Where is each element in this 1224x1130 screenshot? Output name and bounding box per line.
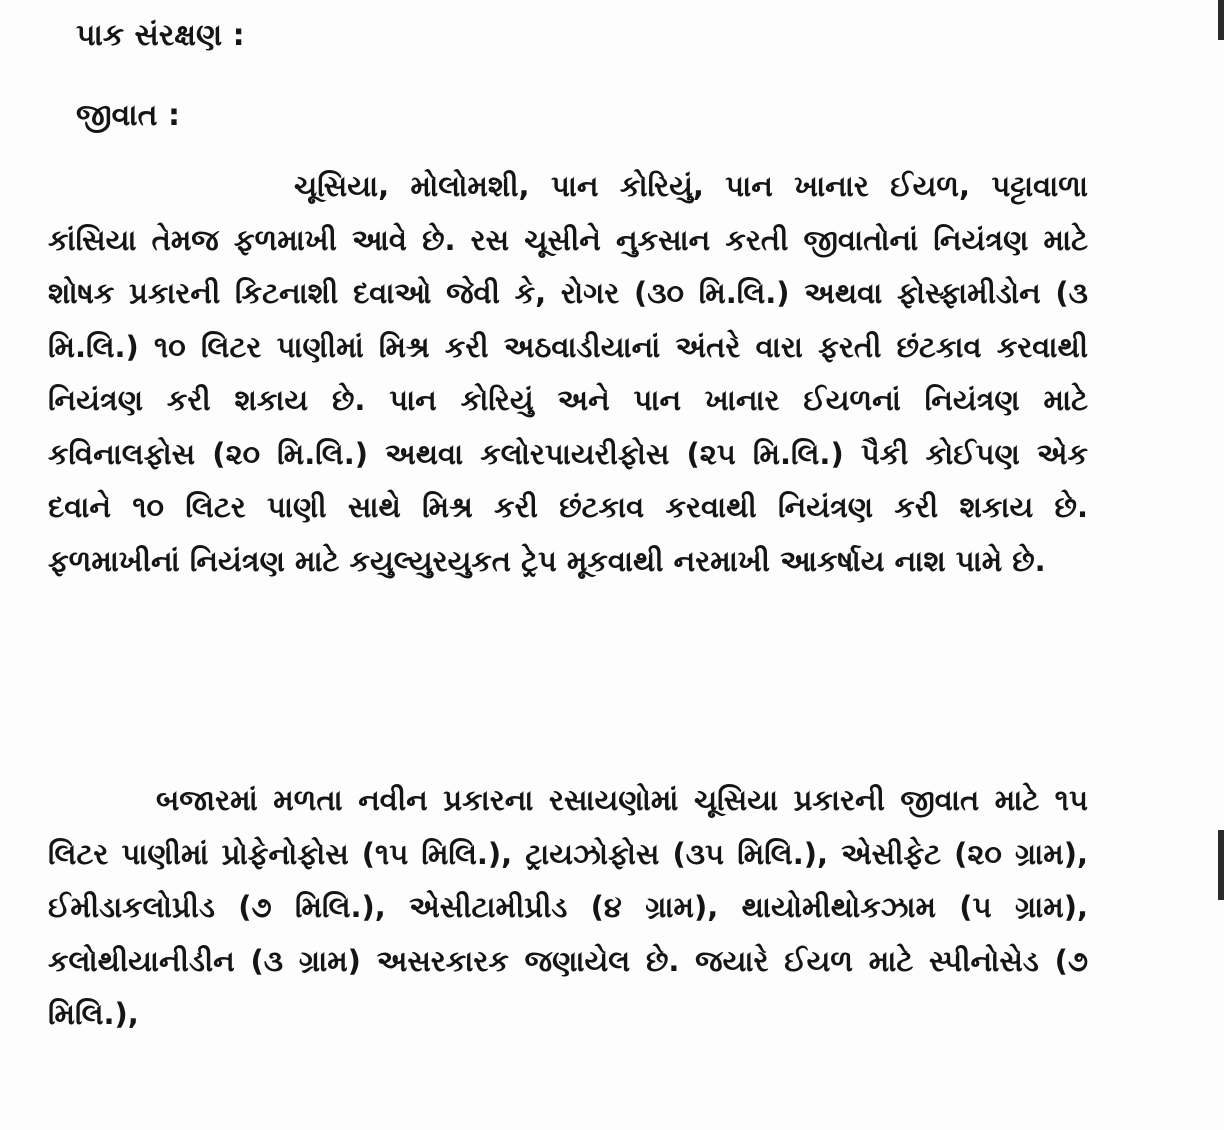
paragraph-new-chemicals: બજારમાં મળતા નવીન પ્રકારના રસાયણોમાં ચૂસિયા પ્રકારની જીવાત માટે ૧૫ લિટર પાણીમાં પ્રોફેનોફોસ (૧૫ મિલિ.), ટ્રાયઝોફોસ (૩૫ મિલિ.), એસીફેટ (૨૦ ગ્રામ), ઈમીડાકલોપ્રીડ (૭ મિલિ.), એસીટામીપ્રીડ (૪ ગ્રામ), થાયોમીથોકઝામ (૫ ગ્રામ), કલોથીયાનીડીન (૩ ગ્રામ) અસરકારક જણાયેલ છે. જયારે ઈયળ માટે સ્પીનોસેડ (૭ મિલિ.), bbox=[48, 783, 1088, 1031]
heading-pests: જીવાત : bbox=[76, 98, 180, 133]
page-edge-shadow bbox=[1218, 0, 1224, 40]
paragraph-pest-control: ચૂસિયા, મોલોમશી, પાન કોરિયું, પાન ખાનાર ઈયળ, પટ્ટાવાળા કાંસિયા તેમજ ફળમાખી આવે છે. રસ ચૂસીને નુકસાન કરતી જીવાતોનાં નિયંત્રણ માટે શોષક પ્રકારની કિટનાશી દવાઓ જેવી કે, રોગર (૩૦ મિ.લિ.) અથવા ફોસ્ફામીડોન (૩ મિ.લિ.) ૧૦ લિટર પાણીમાં મિશ્ર કરી અઠવાડીયાનાં અંતરે વારા ફરતી છંટકાવ કરવાથી નિયંત્રણ કરી શકાય છે. પાન કોરિયું અને પાન ખાનાર ઈયળનાં નિયંત્રણ માટે કવિનાલફોસ (૨૦ મિ.લિ.) અથવા કલોરપાયરીફોસ (૨૫ મિ.લિ.) પૈકી કોઈપણ એક દવાને ૧૦ લિટર પાણી સાથે મિશ્ર કરી છંટકાવ કરવાથી નિયંત્રણ કરી શકાય છે. ફળમાખીનાં નિયંત્રણ માટે કયુલ્યુરયુકત ટ્રેપ મૂકવાથી નરમાખી આકર્ષાય નાશ પામે છે. bbox=[48, 169, 1088, 578]
heading-crop-protection: પાક સંરક્ષણ : bbox=[76, 18, 245, 53]
page-edge-shadow bbox=[1218, 830, 1224, 900]
